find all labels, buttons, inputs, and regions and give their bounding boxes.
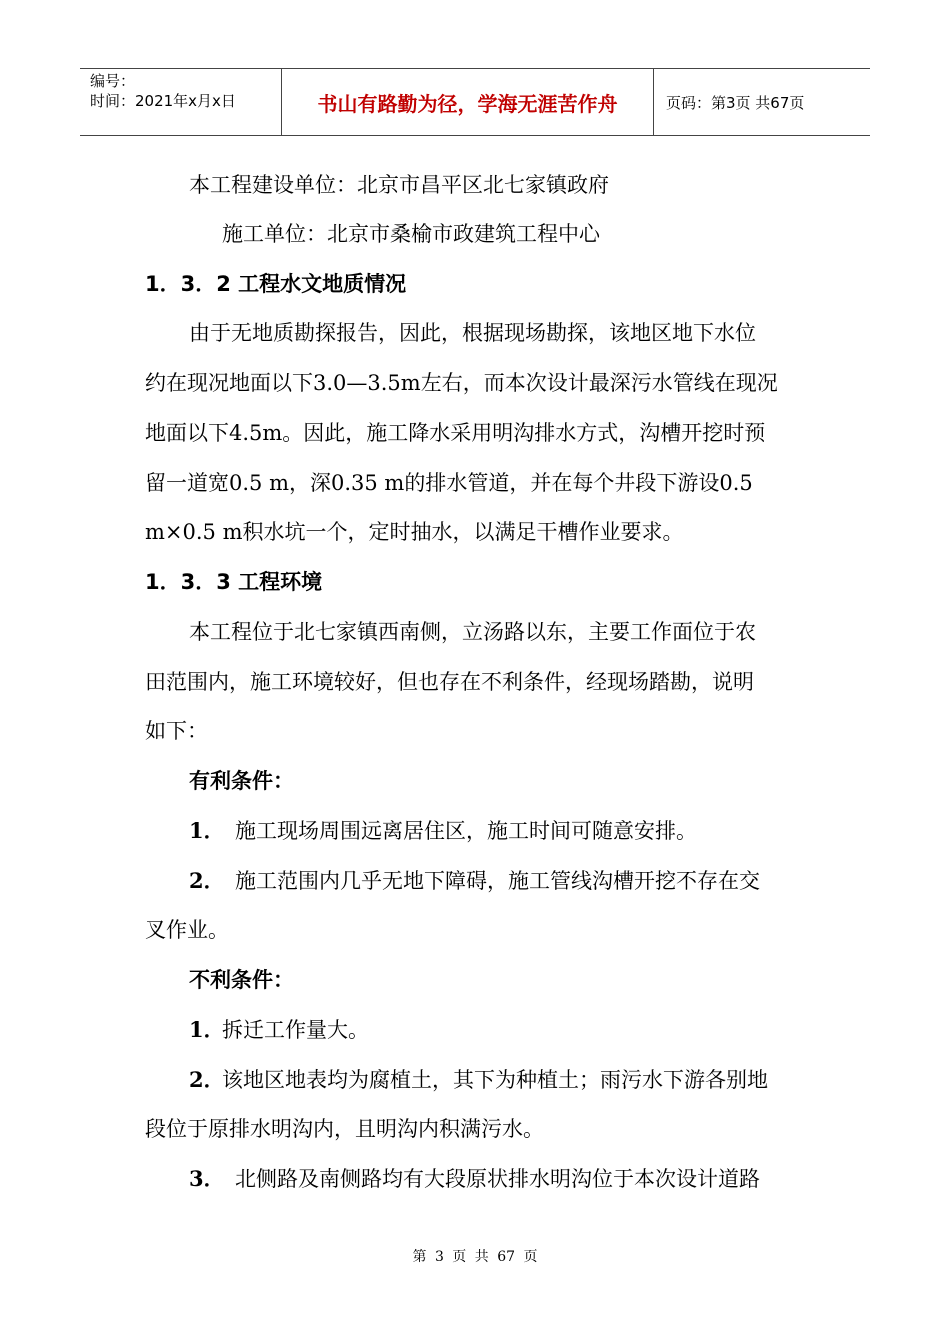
header-meta xyxy=(80,69,282,135)
list-number: 1． xyxy=(189,1017,225,1042)
page-header xyxy=(80,68,870,136)
list-text: 拆迁工作量大。 xyxy=(222,1018,369,1042)
unfavorable-heading: 不利条件： xyxy=(189,968,294,992)
list-text: 该地区地表均为腐植土，其下为种植土；雨污水下游各别地 xyxy=(222,1068,768,1092)
favorable-heading: 有利条件： xyxy=(189,769,294,793)
contractor: 施工单位：北京市桑榆市政建筑工程中心 xyxy=(222,222,600,246)
document-number: 编号： xyxy=(90,72,136,90)
list-number: 2． xyxy=(189,868,225,893)
paragraph-line: 如下： xyxy=(145,719,208,743)
paragraph-line: 叉作业。 xyxy=(145,918,229,942)
section-heading-1-3-2: 1．3．2 工程水文地质情况 xyxy=(145,272,407,296)
paragraph-line: 约在现况地面以下3.0—3.5m左右，而本次设计最深污水管线在现况 xyxy=(145,371,778,395)
list-text: 北侧路及南侧路均有大段原状排水明沟位于本次设计道路 xyxy=(235,1167,760,1191)
list-number: 3． xyxy=(189,1166,225,1191)
document-date: 时间：2021年x月x日 xyxy=(90,92,236,110)
paragraph-line: 段位于原排水明沟内，且明沟内积满污水。 xyxy=(145,1117,544,1141)
paragraph-line: 留一道宽0.5 m，深0.35 m的排水管道，并在每个井段下游设0.5 xyxy=(145,471,753,495)
header-motto: 书山有路勤为径，学海无涯苦作舟 xyxy=(282,69,654,135)
list-text: 施工现场周围远离居住区，施工时间可随意安排。 xyxy=(235,819,697,843)
list-text: 施工范围内几乎无地下障碍，施工管线沟槽开挖不存在交 xyxy=(235,869,760,893)
list-number: 1． xyxy=(189,818,225,843)
unfavorable-item-3 xyxy=(189,1166,760,1192)
unfavorable-item-1 xyxy=(189,1017,369,1043)
unfavorable-item-2 xyxy=(189,1067,768,1093)
favorable-item-1 xyxy=(189,818,697,844)
page-footer: 第 3 页 共 67 页 xyxy=(412,1249,538,1265)
construction-owner: 本工程建设单位：北京市昌平区北七家镇政府 xyxy=(189,173,609,197)
paragraph-line: 由于无地质勘探报告，因此，根据现场勘探，该地区地下水位 xyxy=(189,321,756,345)
header-page-info: 页码：第3页 共67页 xyxy=(666,93,805,112)
paragraph-line: 本工程位于北七家镇西南侧，立汤路以东，主要工作面位于农 xyxy=(189,620,756,644)
list-number: 2． xyxy=(189,1067,225,1092)
paragraph-line: 田范围内，施工环境较好，但也存在不利条件，经现场踏勘，说明 xyxy=(145,670,754,694)
paragraph-line: m×0.5 m积水坑一个，定时抽水，以满足干槽作业要求。 xyxy=(145,520,684,544)
section-heading-1-3-3: 1．3．3 工程环境 xyxy=(145,570,323,594)
paragraph-line: 地面以下4.5m。因此，施工降水采用明沟排水方式，沟槽开挖时预 xyxy=(145,421,766,445)
favorable-item-2 xyxy=(189,868,760,894)
